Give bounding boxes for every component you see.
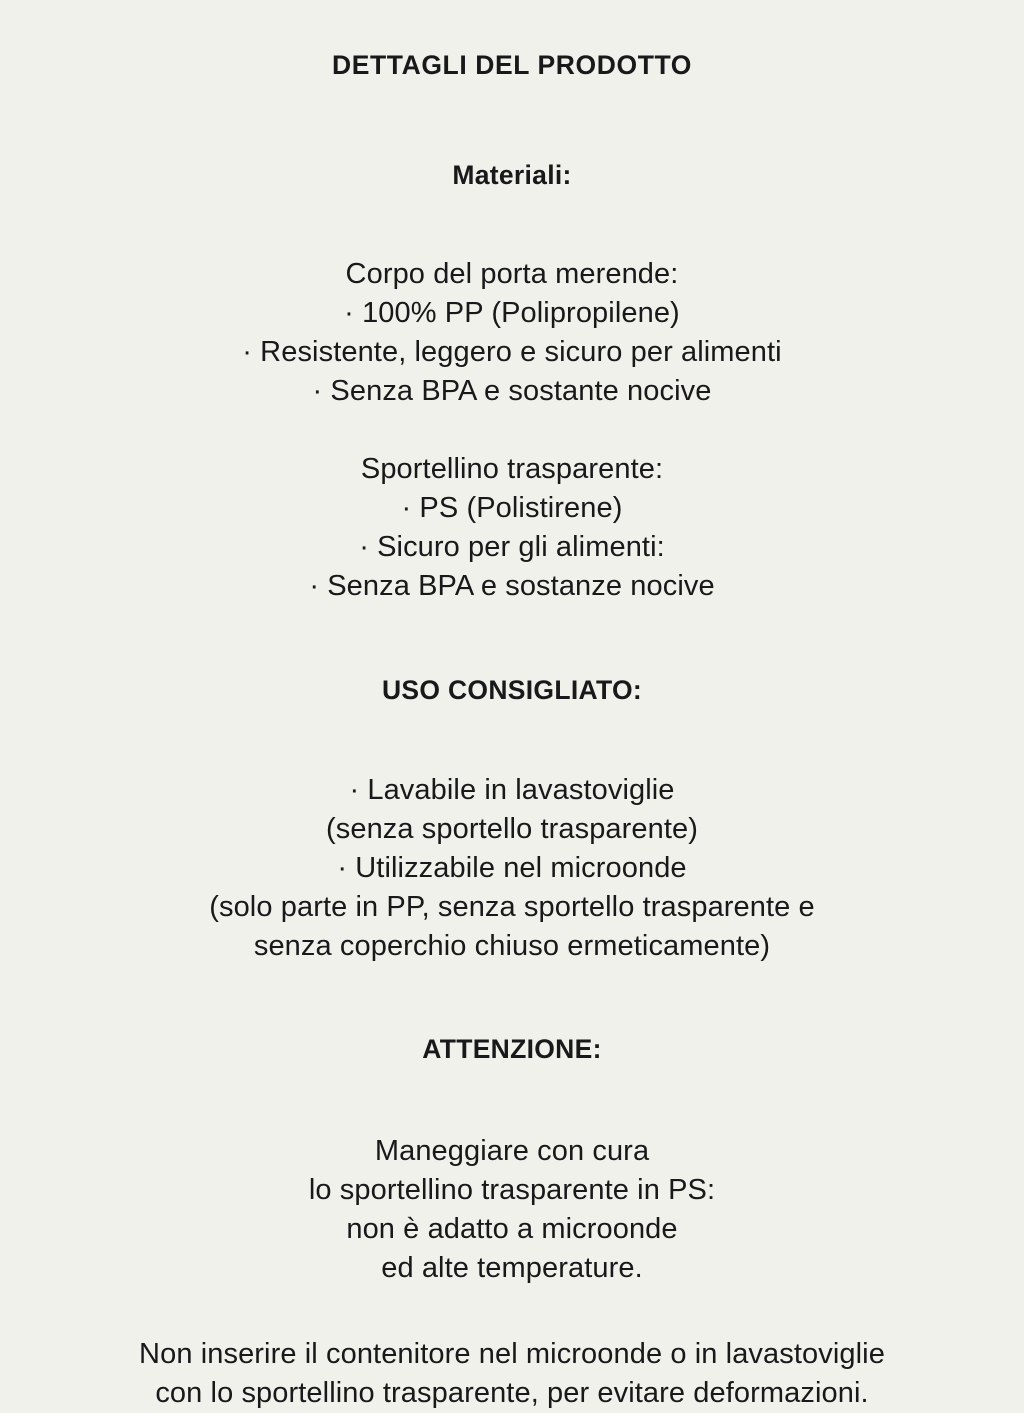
list-item-note: (solo parte in PP, senza sportello trasparente e	[209, 891, 815, 924]
warning-line: lo sportellino trasparente in PS:	[308, 1173, 716, 1206]
footnote-group	[139, 1335, 885, 1413]
list-item: · PS (Polistirene)	[401, 491, 623, 524]
section-heading-attenzione: ATTENZIONE:	[422, 1034, 602, 1065]
list-item: · Senza BPA e sostanze nocive	[309, 569, 715, 602]
list-item: · Senza BPA e sostante nocive	[312, 374, 712, 407]
list-item: · Utilizzabile nel microonde	[337, 852, 687, 885]
materials-lid-group	[309, 450, 714, 606]
materials-body-label: Corpo del porta merende:	[345, 257, 679, 290]
materials-body-group	[242, 255, 781, 411]
footnote-line: Non inserire il contenitore nel microonde o in lavastoviglie	[139, 1337, 885, 1370]
warning-line: ed alte temperature.	[381, 1251, 643, 1284]
warning-line: Maneggiare con cura	[374, 1134, 650, 1167]
section-heading-materiali: Materiali:	[452, 160, 572, 191]
list-item: · Sicuro per gli alimenti:	[359, 530, 665, 563]
list-item: · 100% PP (Polipropilene)	[344, 296, 680, 329]
page-title: DETTAGLI DEL PRODOTTO	[331, 50, 693, 80]
footnote-line: con lo sportellino trasparente, per evitare deformazioni.	[155, 1376, 869, 1409]
list-item: · Resistente, leggero e sicuro per alimenti	[242, 335, 782, 368]
list-item-note: senza coperchio chiuso ermeticamente)	[253, 930, 771, 963]
warning-line: non è adatto a microonde	[346, 1212, 678, 1245]
list-item: · Lavabile in lavastoviglie	[349, 774, 675, 807]
recommended-use-group	[209, 771, 815, 966]
section-heading-uso-consigliato: USO CONSIGLIATO:	[382, 674, 642, 705]
materials-lid-label: Sportellino trasparente:	[360, 452, 664, 485]
list-item-note: (senza sportello trasparente)	[325, 813, 699, 846]
warning-group	[309, 1132, 715, 1288]
